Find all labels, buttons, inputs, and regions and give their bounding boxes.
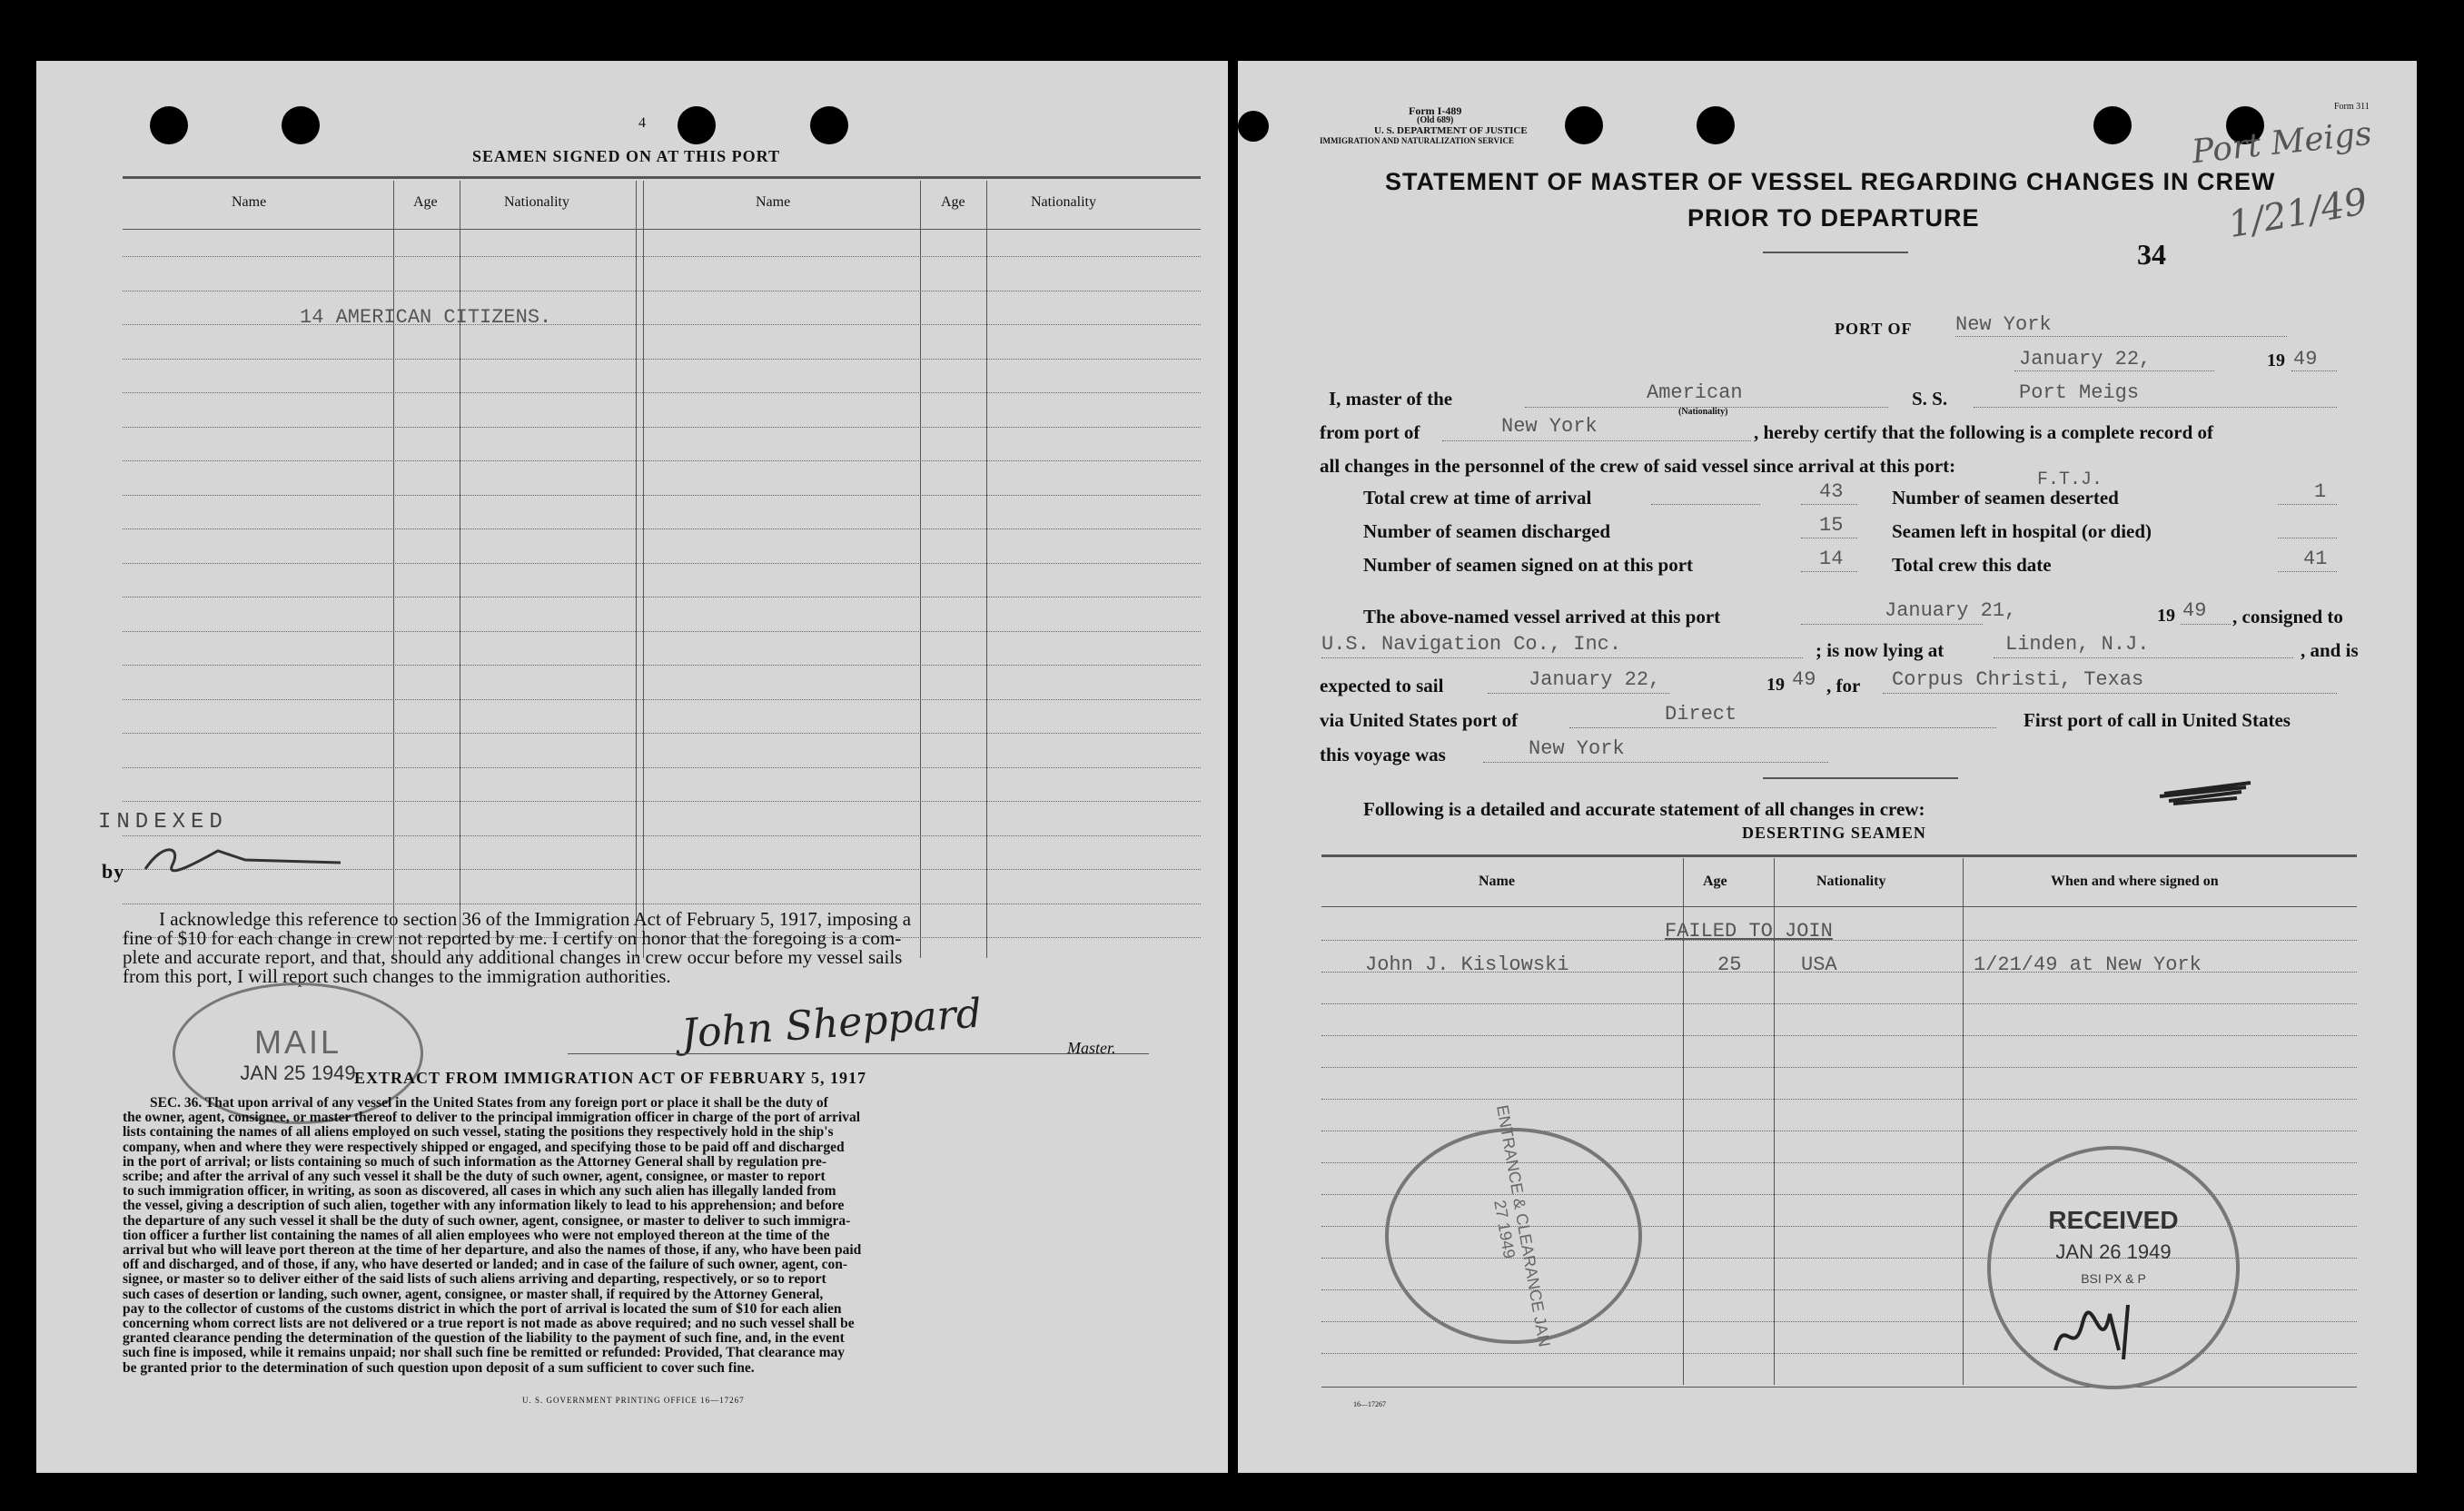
handwritten-note: Port Meigs	[2190, 114, 2374, 172]
extract-line: lists containing the names of all aliens employed on such vessel, stating the positions they respectively hold in the ship's	[123, 1124, 834, 1141]
changes-text: all changes in the personnel of the crew of said vessel since arrival at this port:	[1320, 455, 1956, 477]
received-stamp-title: RECEIVED	[2048, 1206, 2179, 1234]
typed-entry: 14 AMERICAN CITIZENS.	[300, 306, 552, 329]
title-rule	[1763, 252, 1908, 253]
table-row-rule	[123, 665, 1201, 666]
table-row-rule	[123, 767, 1201, 768]
printing-office: U. S. GOVERNMENT PRINTING OFFICE 16—17267	[522, 1396, 745, 1405]
destination-line	[1883, 693, 2337, 694]
column-divider	[920, 181, 921, 958]
department-name: U. S. DEPARTMENT OF JUSTICE	[1374, 125, 1528, 136]
desert-row-signed-on: 1/21/49 at New York	[1974, 953, 2202, 976]
acknowledgment-block	[123, 910, 1203, 986]
arrived-label: The above-named vessel arrived at this port	[1363, 606, 1721, 627]
year-value: 49	[2293, 348, 2318, 370]
stat-total-arrival-value: 43	[1819, 480, 1844, 503]
voyage-line	[1483, 762, 1828, 763]
stat-line	[1801, 571, 1857, 572]
col-header-name: Name	[756, 194, 791, 210]
service-name: IMMIGRATION AND NATURALIZATION SERVICE	[1320, 136, 1514, 145]
stat-total-date-label: Total crew this date	[1892, 554, 2052, 576]
extract-line: such cases of desertion or landing, such owner, agent, consignee, or master shall, if required by the Attorney General,	[123, 1286, 824, 1302]
form-number: Form I-489	[1409, 104, 1462, 117]
indexed-initials	[136, 837, 345, 883]
first-call-label: First port of call in United States	[2024, 709, 2291, 731]
table-row-rule	[1321, 1003, 2357, 1004]
ftj-note: F.T.J.	[2037, 469, 2103, 490]
column-divider	[393, 181, 394, 958]
extract-line: in the port of arrival; or lists containing so much of such information as the Attorney General shall by regulation pre-	[123, 1153, 826, 1170]
extract-line: be granted prior to the determination of such question upon deposit of a sum sufficient to cover such fine.	[123, 1359, 755, 1376]
acknowledgment-line: I acknowledge this reference to section 36 of the Immigration Act of February 5, 1917, imposing a	[159, 908, 912, 930]
punch-hole	[282, 106, 320, 144]
signature-line	[568, 1053, 1149, 1054]
table-row-rule	[1321, 940, 2357, 941]
extract-line: tion officer a further list containing the names of all alien employees who were not employed thereon at the time of the	[123, 1227, 830, 1243]
date-value: January 22,	[2019, 348, 2152, 370]
stat-line	[2278, 504, 2337, 505]
punch-hole	[1238, 111, 1269, 142]
consignee: U.S. Navigation Co., Inc.	[1321, 633, 1622, 656]
table-row-rule	[123, 801, 1201, 802]
extract-line: company, when and where they were respectively shipped or engaged, and specifying those to be paid off and discharged	[123, 1139, 845, 1155]
master-of-label: I, master of the	[1329, 388, 1453, 410]
stat-hospital-label: Seamen left in hospital (or died)	[1892, 520, 2152, 542]
stat-line	[1651, 504, 1760, 505]
extract-line: SEC. 36. That upon arrival of any vessel in the United States from any foreign port or place it shall be the duty of	[150, 1095, 828, 1111]
punch-hole	[678, 106, 716, 144]
for-label: , for	[1826, 675, 1861, 696]
arrived-date: January 21,	[1885, 599, 2017, 622]
col-header-signed-on: When and where signed on	[2051, 874, 2219, 889]
date-line	[2014, 370, 2214, 371]
extract-line: the vessel, giving a description of such alien, together with any information likely to lead to his apprehension; and before	[123, 1198, 845, 1214]
sail-date: January 22,	[1529, 668, 1661, 691]
certify-text: , hereby certify that the following is a complete record of	[1754, 421, 2214, 443]
arrived-year-line	[2181, 624, 2231, 625]
extract-line: the departure of any such vessel it shall be the duty of such owner, agent, consignee, or master to deliver to such immigra-	[123, 1212, 851, 1229]
column-divider	[986, 181, 987, 958]
section-title: SEAMEN SIGNED ON AT THIS PORT	[472, 147, 780, 165]
and-is-label: , and is	[2301, 639, 2359, 661]
mail-stamp-date: JAN 25 1949	[240, 1062, 356, 1084]
table-row-rule	[1321, 1035, 2357, 1036]
received-stamp-bottom: BSI PX & P	[2081, 1271, 2146, 1286]
stat-total-arrival-label: Total crew at time of arrival	[1363, 487, 1592, 509]
sail-label: expected to sail	[1320, 675, 1444, 696]
sail-year-prefix: 19	[1766, 675, 1785, 695]
indexed-stamp: INDEXED	[98, 810, 228, 835]
nationality-value: American	[1647, 381, 1743, 404]
port-line	[1955, 336, 2287, 337]
footer-code: 16—17267	[1353, 1400, 1386, 1408]
punch-hole	[810, 106, 848, 144]
master-label: Master.	[1067, 1039, 1116, 1057]
following-text: Following is a detailed and accurate statement of all changes in crew:	[1363, 798, 1925, 820]
ss-label: S. S.	[1912, 388, 1948, 410]
received-initials	[2046, 1296, 2155, 1368]
stat-discharged-value: 15	[1819, 514, 1844, 537]
stat-deserted-value: 1	[2314, 480, 2327, 503]
destination: Corpus Christi, Texas	[1892, 668, 2144, 691]
form-subtitle: PRIOR TO DEPARTURE	[1687, 204, 1980, 232]
stat-signed-on-label: Number of seamen signed on at this port	[1363, 554, 1694, 576]
voyage-value: New York	[1529, 737, 1625, 760]
extract-line: pay to the collector of customs of the customs district in which the port of arrival is located the sum of $10 for each alien	[123, 1300, 842, 1317]
nationality-caption: (Nationality)	[1678, 407, 1728, 417]
extract-line: to such immigration officer, in writing, as soon as discovered, all cases in which any such alien has illegally landed from	[123, 1183, 836, 1200]
sail-line	[1488, 693, 1669, 694]
table-row-rule	[123, 427, 1201, 428]
acknowledgment-line: from this port, I will report such changes to the immigration authorities.	[123, 965, 671, 987]
extract-line: off and discharged, and of those, if any, who have deserted or landed; and in case of the failure of such owner, agent, con-	[123, 1257, 848, 1273]
arrived-year: 49	[2182, 599, 2207, 622]
sheet-number: 34	[2137, 238, 2166, 271]
from-port-value: New York	[1501, 415, 1598, 438]
punch-hole	[1565, 106, 1603, 144]
lying-label: ; is now lying at	[1816, 639, 1944, 661]
col-header-nationality: Nationality	[1816, 874, 1886, 889]
punch-hole	[2093, 106, 2132, 144]
arrived-line	[1801, 624, 1983, 625]
corner-form-number: Form 311	[2334, 102, 2370, 112]
extract-line: granted clearance pending the determination of the question of the liability to the payment of such fine, and, in the event	[123, 1330, 845, 1347]
from-port-line	[1442, 440, 1751, 441]
col-header-name: Name	[1479, 874, 1515, 889]
deserting-title: DESERTING SEAMEN	[1742, 824, 1926, 842]
table-row-rule	[123, 699, 1201, 700]
stat-deserted-label: Number of seamen deserted	[1892, 487, 2119, 509]
stat-signed-on-value: 14	[1819, 548, 1844, 570]
table-row-rule	[123, 324, 1201, 325]
failed-to-join-note: FAILED TO JOIN	[1665, 920, 1833, 943]
lying-value: Linden, N.J.	[2005, 633, 2150, 656]
form-old-number: (Old 689)	[1417, 115, 1454, 125]
column-divider	[1963, 858, 1964, 1385]
stat-discharged-label: Number of seamen discharged	[1363, 520, 1611, 542]
header-rule	[123, 229, 1201, 230]
acknowledgment-line: plete and accurate report, and that, should any additional changes in crew occur before my vessel sails	[123, 946, 903, 968]
port-label: PORT OF	[1835, 320, 1913, 338]
table-top-rule	[1321, 854, 2357, 857]
table-bottom-rule	[1321, 1387, 2357, 1388]
sail-year: 49	[1792, 668, 1816, 691]
right-page	[1238, 61, 2417, 1473]
extract-title: EXTRACT FROM IMMIGRATION ACT OF FEBRUARY 5, 1917	[354, 1069, 867, 1087]
table-row-rule	[123, 495, 1201, 496]
port-value: New York	[1955, 313, 2052, 336]
vessel-line	[1974, 407, 2337, 408]
col-header-age: Age	[1703, 874, 1727, 889]
extract-text-block	[123, 1096, 1203, 1376]
consigned-label: , consigned to	[2232, 606, 2343, 627]
scribble-mark	[2155, 774, 2255, 810]
extract-line: arrival but who will leave port thereon at the time of her departure, and also the names of those, if any, who have been paid	[123, 1242, 862, 1259]
header-rule	[1321, 906, 2357, 907]
mail-stamp-text: MAIL	[253, 1023, 342, 1061]
year-prefix: 19	[2267, 351, 2285, 370]
stat-line	[1801, 504, 1857, 505]
punch-hole	[1697, 106, 1735, 144]
extract-line: scribe; and after the arrival of any such vessel it shall be the duty of such owner, agent, consignee, or master to report	[123, 1169, 826, 1185]
column-divider	[643, 181, 644, 958]
via-line	[1569, 727, 1996, 728]
col-header-age: Age	[941, 194, 965, 210]
consignee-line	[1321, 657, 1803, 658]
via-label: via United States port of	[1320, 709, 1519, 731]
extract-line: such fine is imposed, while it remains unpaid; nor shall such fine be remitted or refunded: Provided, That clearance may	[123, 1345, 845, 1361]
form-title: STATEMENT OF MASTER OF VESSEL REGARDING CHANGES IN CREW	[1385, 168, 2276, 195]
stat-total-date-value: 41	[2303, 548, 2328, 570]
table-row-rule	[1321, 1099, 2357, 1100]
vessel-name: Port Meigs	[2019, 381, 2140, 404]
col-header-nationality: Nationality	[504, 194, 569, 210]
extract-line: the owner, agent, consignee, or master thereof to deliver to the principal immigration officer in charge of the port of arrival	[123, 1110, 861, 1126]
desert-row-nationality: USA	[1801, 953, 1837, 976]
master-signature: John Sheppard	[679, 990, 984, 1058]
table-row-rule	[123, 528, 1201, 529]
table-row-rule	[123, 631, 1201, 632]
col-header-name: Name	[232, 194, 267, 210]
lying-line	[1994, 657, 2293, 658]
table-row-rule	[123, 359, 1201, 360]
col-header-nationality: Nationality	[1031, 194, 1096, 210]
desert-row-age: 25	[1717, 953, 1742, 976]
voyage-label: this voyage was	[1320, 744, 1446, 765]
acknowledgment-line: fine of $10 for each change in crew not reported by me. I certify on honor that the foregoing is a com-	[123, 927, 902, 949]
year-line	[2291, 370, 2337, 371]
table-row-rule	[123, 392, 1201, 393]
stat-line	[2278, 571, 2337, 572]
extract-line: concerning whom correct lists are not delivered or a true report is not made as above required; and no such vessel shall be	[123, 1316, 855, 1332]
page-number: 4	[638, 115, 646, 131]
indexed-by-label: by	[102, 860, 125, 883]
column-divider	[636, 181, 637, 958]
table-row-rule	[123, 460, 1201, 461]
table-row-rule	[123, 256, 1201, 257]
via-value: Direct	[1665, 703, 1737, 726]
table-top-rule	[123, 176, 1201, 179]
from-port-label: from port of	[1320, 421, 1420, 443]
mid-rule	[1763, 777, 1958, 779]
table-row-rule	[123, 563, 1201, 564]
arrived-year-prefix: 19	[2157, 606, 2175, 626]
table-row-rule	[123, 733, 1201, 734]
handwritten-date: 1/21/49	[2225, 180, 2371, 247]
extract-line: signee, or master so to deliver either of the said lists of such aliens arriving and departing, respectively, or so to report	[123, 1271, 826, 1288]
customs-stamp-text: ENTRANCE & CLEARANCE JAN 27 1949	[1490, 1103, 1554, 1348]
col-header-age: Age	[413, 194, 438, 210]
table-row-rule	[1321, 1067, 2357, 1068]
desert-row-name: John J. Kislowski	[1365, 953, 1569, 976]
left-page	[36, 61, 1228, 1473]
customs-stamp	[1385, 1103, 1642, 1348]
punch-hole	[150, 106, 188, 144]
received-stamp-date: JAN 26 1949	[2055, 1240, 2172, 1263]
table-row-rule	[123, 835, 1201, 836]
